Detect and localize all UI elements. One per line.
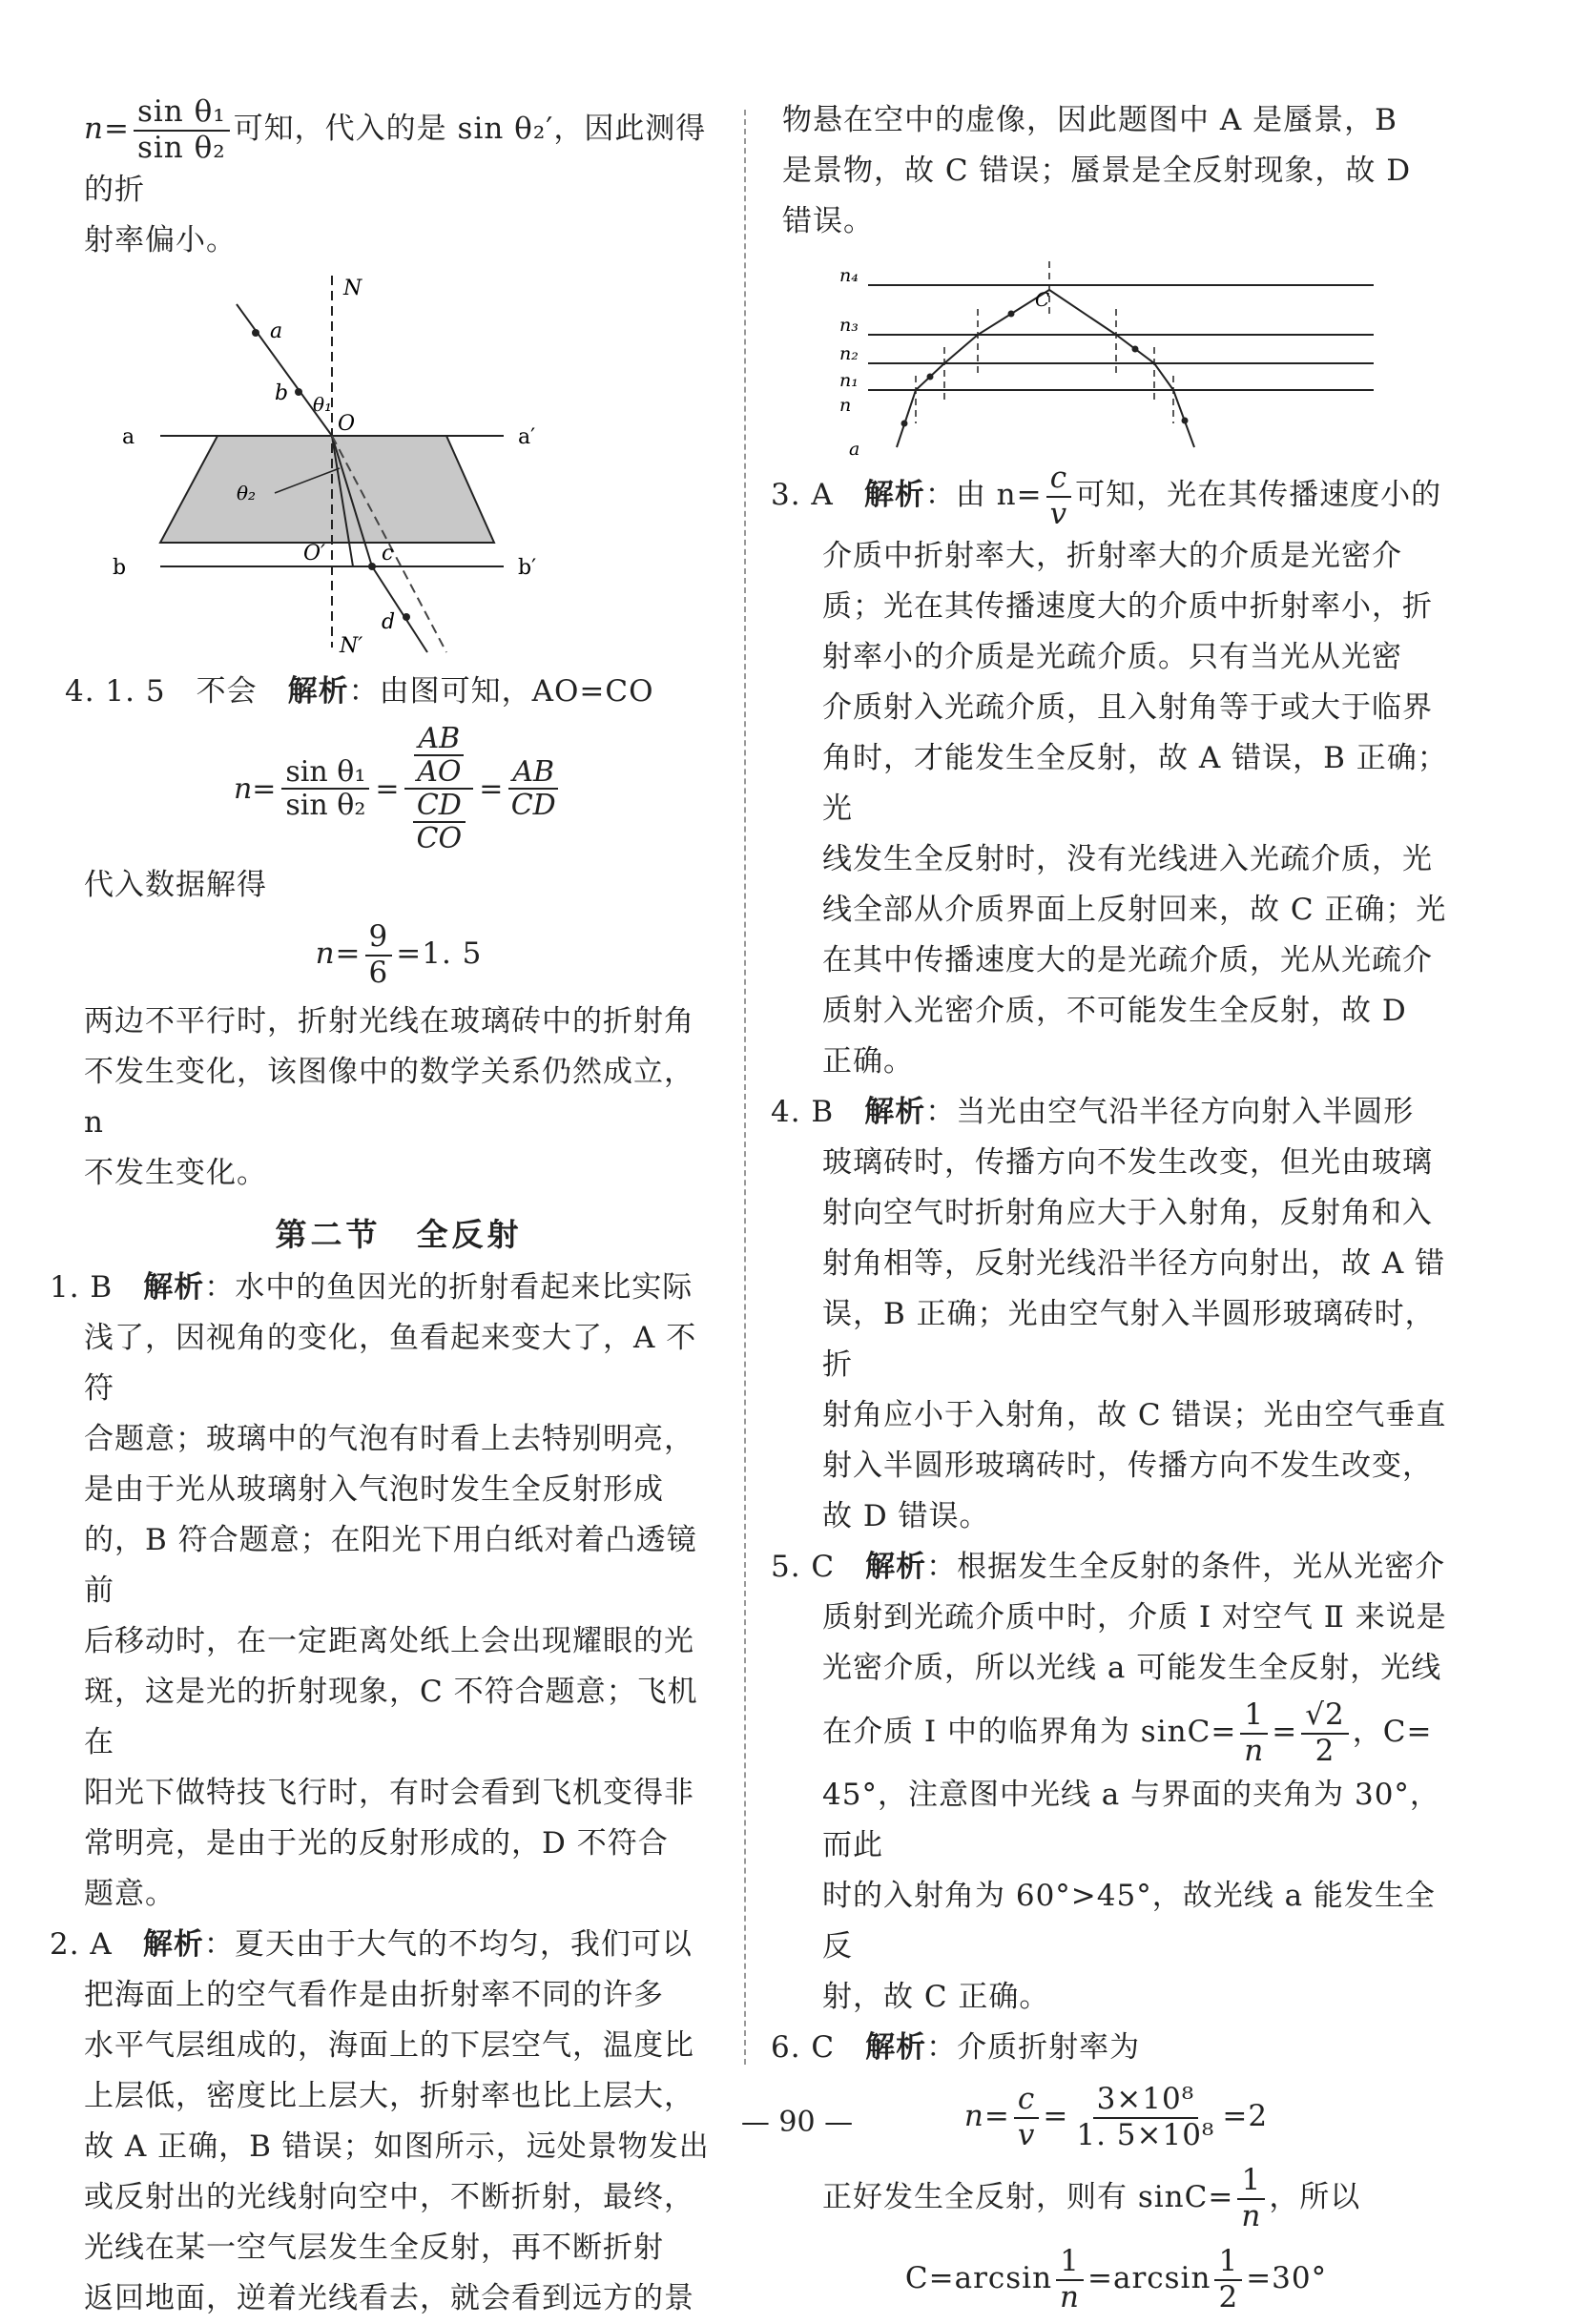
q4r-line: 玻璃砖时，传播方向不发生改变，但光由玻璃 xyxy=(822,1145,1433,1181)
q3-line-0: 3. A 解析：由 n= $\frac{c}{v}$ 可知，光在其传播速度小的 xyxy=(771,461,1442,531)
sin-fraction: $\frac{\text{sin θ₁}}{\text{sin θ₂}}$ xyxy=(134,95,230,165)
q3-line: 正确。 xyxy=(822,1044,914,1080)
q2-line: 水平气层组成的，海面上的下层空气，温度比 xyxy=(84,2028,694,2064)
q4r-line-0: 4. B 解析：当光由空气沿半径方向射入半圆形 xyxy=(771,1095,1415,1130)
fig1-label-a-prime: a′ xyxy=(518,425,536,450)
q5-line: 射，故 C 正确。 xyxy=(822,1980,1050,2015)
q6-equation: n= $\frac{c}{v}$ = $\frac{\text{3×10⁸}}{\text{1. 5×10⁸}}$ =2 xyxy=(963,2082,1269,2152)
fig1-label-a-left: a xyxy=(122,425,135,450)
q4-end-2: 不发生变化，该图像中的数学关系仍然成立，n xyxy=(84,1055,694,1141)
q4-result: n= $\frac{9}{6}$ =1. 5 xyxy=(315,919,483,990)
fig2-label-n: n xyxy=(839,395,852,416)
q3-line: 线发生全反射时，没有光线进入光疏介质，光 xyxy=(822,842,1433,877)
incident-ray xyxy=(237,304,332,436)
fig1-label-b-left: b xyxy=(113,556,127,581)
q3-line: 角时，才能发生全反射，故 A 错误，B 正确；光 xyxy=(822,741,1448,827)
point-c-mark xyxy=(368,563,376,570)
light-path xyxy=(897,290,1194,447)
q4r-line: 射角相等，反射光线沿半径方向射出，故 A 错 xyxy=(822,1246,1446,1282)
q5-line: 质射到光疏介质中时，介质 Ⅰ 对空气 Ⅱ 来说是 xyxy=(822,1600,1447,1635)
fig1-label-theta1: θ₁ xyxy=(313,393,333,417)
fig2-label-n4: n₄ xyxy=(839,265,859,286)
q3-line: 线全部从介质界面上反射回来，故 C 正确；光 xyxy=(822,893,1447,928)
q1-line-0: 1. B 解析：水中的鱼因光的折射看起来比实际 xyxy=(50,1270,693,1306)
page-number: — 90 — xyxy=(740,2106,854,2139)
q2-line: 故 A 正确，B 错误；如图所示，远处景物发出 xyxy=(84,2129,710,2165)
q5-critical-angle: 在介质 Ⅰ 中的临界角为 sinC= $\frac{1}{n}$ = $\frac{√2}{2}$ ，C= xyxy=(822,1697,1433,1768)
q1-line: 浅了，因视角的变化，鱼看起来变大了，A 不符 xyxy=(84,1321,697,1407)
point-d-mark xyxy=(403,613,410,621)
q3-line: 介质中折射率大，折射率大的介质是光密介 xyxy=(822,539,1402,574)
q3-line: 质射入光密介质，不可能发生全反射，故 D xyxy=(822,994,1407,1029)
fig2-label-C: C xyxy=(1035,288,1050,311)
q3-line: 质；光在其传播速度大的介质中折射率小，折 xyxy=(822,589,1433,625)
q5-line: 45°，注意图中光线 a 与界面的夹角为 30°，而此 xyxy=(822,1778,1440,1863)
q4-heading: 4. 1. 5 不会 解析：由图可知，AO=CO xyxy=(65,674,654,710)
q2-line: 返回地面，逆着光线看去，就会看到远方的景 xyxy=(84,2281,694,2316)
top-line: 是景物，故 C 错误；蜃景是全反射现象，故 D xyxy=(782,154,1412,188)
mirage-figure xyxy=(839,247,1507,462)
fig2-label-a: a xyxy=(849,439,860,460)
q3-line: 射率小的介质是光疏介质。只有当光从光密 xyxy=(822,640,1402,675)
q1-line: 是由于光从玻璃射入气泡时发生全反射形成 xyxy=(84,1472,664,1508)
q2-line: 光线在某一空气层发生全反射，再不断折射 xyxy=(84,2231,664,2266)
q4-substitute: 代入数据解得 xyxy=(84,868,267,903)
fig2-label-n2: n₂ xyxy=(839,343,859,364)
fig1-label-a: a xyxy=(270,319,283,344)
path-dot xyxy=(1182,418,1189,424)
q3-line: 介质射入光疏介质，且入射角等于或大于临界 xyxy=(822,690,1433,726)
top-line: 物悬在空中的虚像，因此题图中 A 是蜃景，B xyxy=(782,103,1397,137)
fig1-label-b: b xyxy=(275,381,289,406)
q4r-line: 射角应小于入射角，故 C 错误；光由空气垂直 xyxy=(822,1398,1447,1433)
point-b-mark xyxy=(295,388,302,396)
q1-line: 阳光下做特技飞行时，有时会看到飞机变得非 xyxy=(84,1776,694,1811)
glass-trapezoid xyxy=(160,436,494,543)
q3-line: 在其中传播速度大的是光疏介质，光从光疏介 xyxy=(822,943,1433,978)
q2-line: 或反射出的光线射向空中，不断折射，最终， xyxy=(84,2180,694,2215)
q4-end-1: 两边不平行时，折射光线在玻璃砖中的折射角 xyxy=(84,1004,694,1039)
q2-line-0: 2. A 解析：夏天由于大气的不均匀，我们可以 xyxy=(50,1927,693,1963)
q5-line-0: 5. C 解析：根据发生全反射的条件，光从光密介 xyxy=(771,1550,1446,1585)
fig1-label-O-prime: O′ xyxy=(303,542,326,566)
intro-formula-line: n= $\frac{\text{sin θ₁}}{\text{sin θ₂}}$ 可知，代入的是 sin θ₂′，因此测得的折 xyxy=(84,94,707,208)
q6-line-2: 正好发生全反射，则有 sinC= $\frac{1}{n}$ ，所以 xyxy=(822,2163,1361,2233)
q4-end-3: 不发生变化。 xyxy=(84,1156,267,1191)
point-a-mark xyxy=(252,329,259,337)
q2-line: 上层低，密度比上层大，折射率也比上层大， xyxy=(84,2079,694,2114)
fig1-label-O: O xyxy=(338,412,356,437)
left-column xyxy=(50,94,714,2324)
top-line: 错误。 xyxy=(782,204,874,238)
q1-line: 常明亮，是由于光的反射形成的，D 不符合 xyxy=(84,1826,669,1861)
q1-line: 斑，这是光的折射现象，C 不符合题意；飞机在 xyxy=(84,1675,698,1760)
q1-line: 题意。 xyxy=(84,1877,176,1912)
q2-line: 把海面上的空气看作是由折射率不同的许多 xyxy=(84,1978,664,2013)
fig1-label-theta2: θ₂ xyxy=(237,482,257,505)
right-column xyxy=(771,95,1450,2321)
q5-line: 光密介质，所以光线 a 可能发生全反射，光线 xyxy=(822,1651,1442,1686)
path-dot xyxy=(1008,311,1015,318)
section-title: 第二节 全反射 xyxy=(275,1216,523,1254)
q4r-line: 误，B 正确；光由空气射入半圆形玻璃砖时，折 xyxy=(822,1297,1436,1383)
q6-line-0: 6. C 解析：介质折射率为 xyxy=(771,2030,1141,2066)
emergent-ray xyxy=(372,566,427,652)
fig1-label-N-prime: N′ xyxy=(340,634,363,659)
path-dot xyxy=(901,421,908,427)
path-dot xyxy=(1132,346,1139,353)
fig1-label-c: c xyxy=(382,542,394,566)
fig1-label-b-prime: b′ xyxy=(518,556,537,581)
fig1-label-d: d xyxy=(382,610,396,635)
path-dot xyxy=(927,374,934,380)
q1-line: 后移动时，在一定距离处纸上会出现耀眼的光 xyxy=(84,1624,694,1659)
q4r-line: 射入半圆形玻璃砖时，传播方向不发生改变， xyxy=(822,1449,1433,1484)
q1-line: 合题意；玻璃中的气泡有时看上去特别明亮， xyxy=(84,1422,694,1457)
q4r-line: 射向空气时折射角应大于入射角，反射角和入 xyxy=(822,1196,1433,1231)
q6-final: C=arcsin $\frac{1}{n}$ =arcsin $\frac{1}{2}$ =30° xyxy=(904,2244,1328,2314)
fig2-label-n3: n₃ xyxy=(839,315,859,336)
q1-line: 的，B 符合题意；在阳光下用白纸对着凸透镜前 xyxy=(84,1523,697,1609)
fig1-label-N: N xyxy=(343,277,362,301)
q5-line: 时的入射角为 60°>45°，故光线 a 能发生全反 xyxy=(822,1879,1436,1964)
q4-main-equation: n= $\frac{\text{sin θ₁}}{\text{sin θ₂}}$ = $\frac{AB}{AO}$ $\frac{CD}{CO}$ = $\frac{AB}{CD}$ xyxy=(84,717,714,860)
intro-text-2: 射率偏小。 xyxy=(84,223,237,258)
fig2-label-n1: n₁ xyxy=(839,370,859,391)
q4r-line: 故 D 错误。 xyxy=(822,1499,990,1534)
refraction-figure xyxy=(113,266,752,667)
